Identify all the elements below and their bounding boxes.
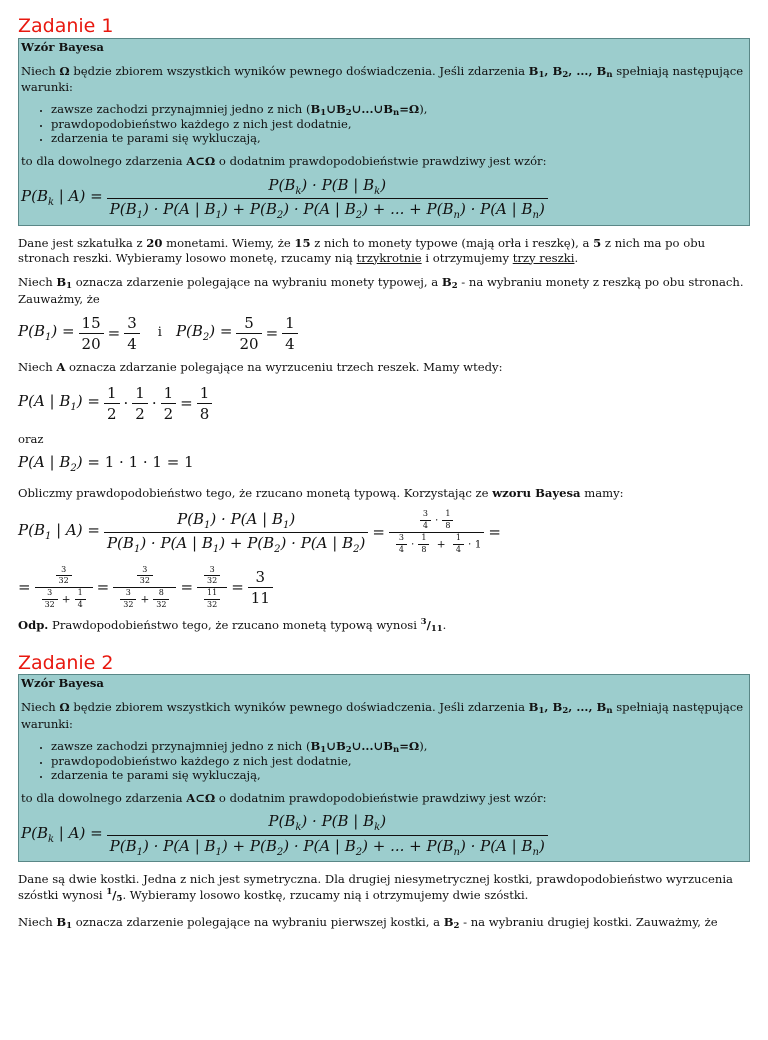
box-intro: Niech Ω będzie zbiorem wszystkich wyników pewnego doświadczenia. Jeśli zdarzenia $B_1$, $B_2$, ..., $B_n$ spełniają następujące warunki: [21,700,744,731]
problem-statement: Dane są dwie kostki. Jedna z nich jest symetryczna. Dla drugiej niesymetrycznej kostki, prawdopodobieństwo wyrzucenia szóstki wynosi $^1/_5$. Wybieramy losowo kostkę, rzucamy nią i otrzymujemy dwie szóstki. [18,872,733,905]
task-1-title: Zadanie 1 [18,15,114,37]
condition-item: • zdarzenia te parami się wykluczają, [51,132,747,146]
condition-item: • zdarzenia te parami się wykluczają, [51,769,747,783]
box-intro: Niech Ω będzie zbiorem wszystkich wyników pewnego doświadczenia. Jeśli zdarzenia $B_1$, $B_2$, ..., $B_n$ spełniają następujące warunki: [21,63,744,95]
oraz-text: oraz [18,432,44,447]
condition-item: • zawsze zachodzi przynajmniej jedno z nich $(B_1\cup B_2\cup...\cup B_n=\Omega)$, [51,103,747,118]
answer-text: Odp. Prawdopodobieństwo tego, że rzucano monetą typową wynosi $^3/_{11}$. [18,616,447,634]
bayes-formula-equation: $P(B_k$ | A) = $P(B_k) \cdot P(B$ | $B_k$) $P(B_1) \cdot P(A$ | $B_1) + P(B_2) \cdot P(A$ | $B_2$) + ... + $P(B_n) \cdot P(A$ | $B_n$) [21,811,747,859]
box-heading: Wzór Bayesa [21,39,104,54]
condition-item: • zawsze zachodzi przynajmniej jedno z nich $(B_1\cup B_2\cup...\cup B_n=\Omega)$, [51,740,747,755]
conditions-list [21,103,747,146]
condition-item: • prawdopodobieństwo każdego z nich jest dodatnie, [51,118,747,132]
events-definition: Niech $B_1$ oznacza zdarzenie polegające na wybraniu monety typowej, a $B_2$ - na wybraniu monety z reszką po obu stronach. Zauważmy, że [18,275,744,306]
box-conclusion: to dla dowolnego zdarzenia A⊂Ω o dodatnim prawdopodobieństwie prawdziwy jest wzór: [21,154,547,169]
box-heading: Wzór Bayesa [21,676,104,691]
condition-item: • prawdopodobieństwo każdego z nich jest dodatnie, [51,755,747,769]
events-definition: Niech $B_1$ oznacza zdarzenie polegające na wybraniu pierwszej kostki, a $B_2$ - na wybraniu drugiej kostki. Zauważmy, że [18,914,718,931]
bayes-application-intro: Obliczmy prawdopodobieństwo tego, że rzucano monetą typową. Korzystając ze wzoru Bayesa mamy: [18,485,624,500]
task-2-title: Zadanie 2 [18,651,114,674]
prior-probabilities-equation: $P(B_1)$ = $\frac{15}{20}$ = $\frac{3}{4}$ i $P(B_2)$ = $\frac{5}{20}$ = $\frac{1}{4}$ [18,313,750,355]
problem-statement: Dane jest szkatułka z 20 monetami. Wiemy, że 15 z nich to monety typowe (mają orła i reszkę), a 5 z nich ma po obu stronach reszki. Wybieramy losowo monetę, rzucamy nią trzykrotnie i otrzymujemy trzy reszki. [18,235,706,265]
event-a-definition: Niech A oznacza zdarzanie polegające na wyrzuceniu trzech reszek. Mamy wtedy: [18,360,503,375]
box-conclusion: to dla dowolnego zdarzenia A⊂Ω o dodatnim prawdopodobieństwie prawdziwy jest wzór: [21,790,547,805]
document-page [0,16,768,932]
bayes-formula-equation: $P(B_k$ | A) = $P(B_k) \cdot P(B$ | $B_k$) $P(B_1) \cdot P(A$ | $B_1) + P(B_2) \cdot P(A$ | $B_2$) + ... + $P(B_n) \cdot P(A$ | $B_n$) [21,175,747,223]
likelihood-2-equation: P(A | $B_2) = 1 \cdot 1 \cdot 1 = 1$ [18,453,194,475]
bayes-computation-line-1: $P(B_1$ | A) = $\frac{P(B_1) \cdot P(A | B_1)}{P(B_1) \cdot P(A | B_1) + P(B_2) \cdot P(A | B_2)}$ = $\frac{3}{4}$ · $\frac{1}{8}$ $\frac{3}{4}$ · $\frac{1}{8}$ + $\frac{1}{4}$ · 1 = [18,509,501,556]
conditions-list [21,740,747,783]
bayes-formula-box-1 [18,38,750,226]
bayes-computation-line-2: = $\frac{3}{32}$ $\frac{3}{32}$ + $\frac{1}{4}$ = $\frac{3}{32}$ $\frac{3}{32}$ + $\frac{8}{32}$ = $\frac{\frac{3}{32}}{\frac{11}{32}}$ = $\frac{3}{11}$ [18,565,750,611]
likelihood-1-equation: P(A | $B_1$) = $\frac{1}{2}$ · $\frac{1}{2}$ · $\frac{1}{2}$ = $\frac{1}{8}$ [18,383,750,425]
bayes-formula-box-2 [18,674,750,862]
